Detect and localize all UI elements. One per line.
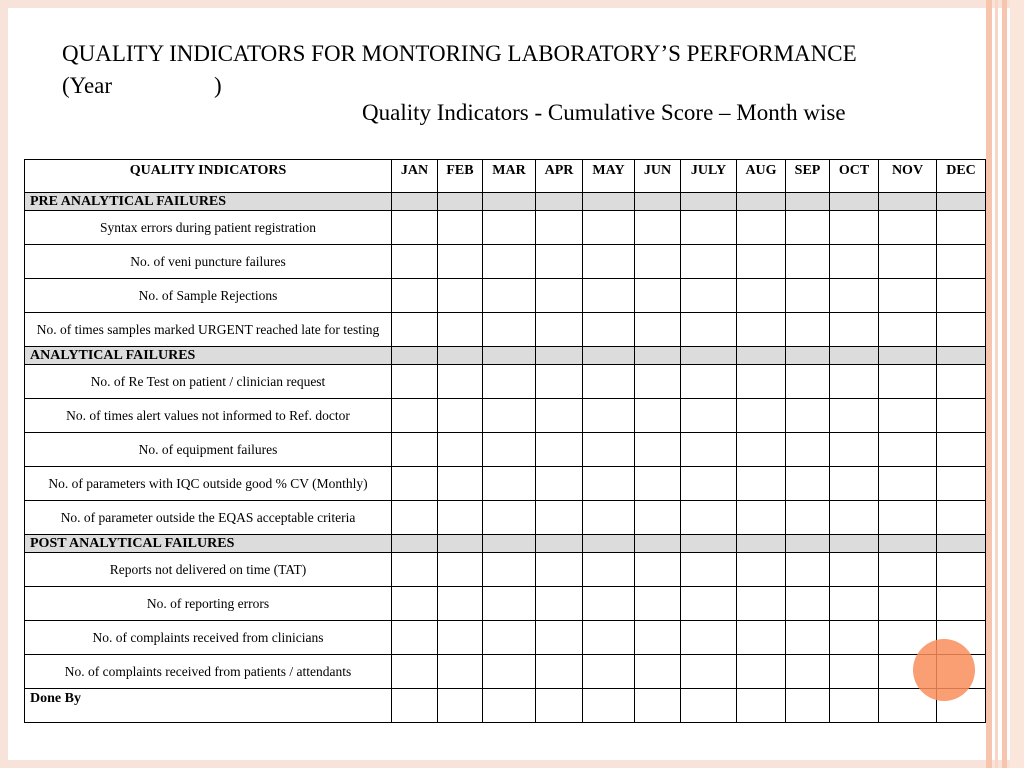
table-row <box>25 501 986 535</box>
indicator-cell-jun[interactable] <box>635 365 681 399</box>
section-cell-jan[interactable] <box>392 347 438 365</box>
indicator-cell-dec[interactable] <box>937 553 986 587</box>
indicator-cell-july[interactable] <box>681 655 737 689</box>
indicator-cell-jan[interactable] <box>392 655 438 689</box>
header-month-aug: AUG <box>737 160 786 193</box>
indicator-cell-feb[interactable] <box>438 501 483 535</box>
indicator-cell-may[interactable] <box>583 655 635 689</box>
indicator-cell-dec[interactable] <box>937 399 986 433</box>
indicator-cell-july[interactable] <box>681 467 737 501</box>
indicator-cell-dec[interactable] <box>937 245 986 279</box>
indicator-cell-mar[interactable] <box>483 655 536 689</box>
indicator-cell-nov[interactable] <box>879 587 937 621</box>
indicator-label: No. of complaints received from patients / attendants <box>25 655 392 689</box>
decorative-stripe <box>995 0 998 768</box>
indicator-cell-sep[interactable] <box>786 279 830 313</box>
done-by-cell-aug[interactable] <box>737 689 786 723</box>
indicator-cell-sep[interactable] <box>786 365 830 399</box>
section-cell-dec[interactable] <box>937 535 986 553</box>
indicator-cell-jun[interactable] <box>635 433 681 467</box>
indicator-cell-aug[interactable] <box>737 313 786 347</box>
indicator-cell-jun[interactable] <box>635 587 681 621</box>
indicator-label: No. of Re Test on patient / clinician request <box>25 365 392 399</box>
decorative-stripe <box>1002 0 1007 768</box>
indicator-cell-may[interactable] <box>583 279 635 313</box>
section-cell-apr[interactable] <box>536 347 583 365</box>
indicator-cell-aug[interactable] <box>737 399 786 433</box>
indicator-cell-nov[interactable] <box>879 501 937 535</box>
section-cell-mar[interactable] <box>483 193 536 211</box>
header-month-feb: FEB <box>438 160 483 193</box>
indicator-cell-mar[interactable] <box>483 245 536 279</box>
section-cell-aug[interactable] <box>737 193 786 211</box>
indicator-cell-may[interactable] <box>583 245 635 279</box>
indicator-cell-feb[interactable] <box>438 553 483 587</box>
indicator-cell-aug[interactable] <box>737 467 786 501</box>
indicator-cell-jan[interactable] <box>392 313 438 347</box>
indicator-cell-dec[interactable] <box>937 365 986 399</box>
indicator-cell-nov[interactable] <box>879 399 937 433</box>
table-row <box>25 553 986 587</box>
indicator-cell-dec[interactable] <box>937 433 986 467</box>
quality-indicators-table <box>24 159 986 723</box>
section-cell-dec[interactable] <box>937 347 986 365</box>
indicator-cell-sep[interactable] <box>786 501 830 535</box>
indicator-cell-july[interactable] <box>681 279 737 313</box>
indicator-cell-may[interactable] <box>583 399 635 433</box>
indicator-cell-jan[interactable] <box>392 365 438 399</box>
table-row <box>25 655 986 689</box>
indicator-cell-dec[interactable] <box>937 501 986 535</box>
done-by-cell-jan[interactable] <box>392 689 438 723</box>
indicator-cell-mar[interactable] <box>483 501 536 535</box>
indicator-cell-feb[interactable] <box>438 467 483 501</box>
done-by-cell-feb[interactable] <box>438 689 483 723</box>
indicator-label: No. of parameters with IQC outside good % CV (Monthly) <box>25 467 392 501</box>
section-cell-sep[interactable] <box>786 193 830 211</box>
indicator-cell-oct[interactable] <box>830 211 879 245</box>
table-body <box>25 193 986 723</box>
section-cell-mar[interactable] <box>483 347 536 365</box>
indicator-cell-aug[interactable] <box>737 501 786 535</box>
indicator-cell-may[interactable] <box>583 365 635 399</box>
indicator-cell-apr[interactable] <box>536 501 583 535</box>
title-line-1: QUALITY INDICATORS FOR MONTORING LABORATORY’S PERFORMANCE <box>62 41 857 66</box>
indicator-cell-oct[interactable] <box>830 501 879 535</box>
done-by-cell-apr[interactable] <box>536 689 583 723</box>
indicator-label: No. of reporting errors <box>25 587 392 621</box>
indicator-cell-feb[interactable] <box>438 365 483 399</box>
table-row <box>25 621 986 655</box>
done-by-cell-may[interactable] <box>583 689 635 723</box>
table-row <box>25 365 986 399</box>
header-month-nov: NOV <box>879 160 937 193</box>
header-month-jan: JAN <box>392 160 438 193</box>
indicator-cell-apr[interactable] <box>536 313 583 347</box>
table-row <box>25 587 986 621</box>
section-row <box>25 535 986 553</box>
section-cell-apr[interactable] <box>536 193 583 211</box>
done-by-cell-jun[interactable] <box>635 689 681 723</box>
section-cell-may[interactable] <box>583 193 635 211</box>
section-cell-aug[interactable] <box>737 347 786 365</box>
indicator-cell-apr[interactable] <box>536 621 583 655</box>
indicator-cell-oct[interactable] <box>830 621 879 655</box>
section-cell-jan[interactable] <box>392 535 438 553</box>
section-cell-jun[interactable] <box>635 193 681 211</box>
page-subtitle: Quality Indicators - Cumulative Score – Month wise <box>362 100 846 125</box>
indicator-cell-nov[interactable] <box>879 211 937 245</box>
indicator-cell-jan[interactable] <box>392 245 438 279</box>
section-cell-nov[interactable] <box>879 535 937 553</box>
indicator-cell-oct[interactable] <box>830 313 879 347</box>
indicator-cell-sep[interactable] <box>786 313 830 347</box>
table-row <box>25 467 986 501</box>
indicator-cell-jun[interactable] <box>635 467 681 501</box>
indicator-cell-sep[interactable] <box>786 621 830 655</box>
indicator-cell-jan[interactable] <box>392 553 438 587</box>
indicator-cell-jan[interactable] <box>392 399 438 433</box>
section-cell-nov[interactable] <box>879 193 937 211</box>
section-label: ANALYTICAL FAILURES <box>25 347 392 365</box>
indicator-cell-oct[interactable] <box>830 467 879 501</box>
indicator-cell-dec[interactable] <box>937 313 986 347</box>
indicator-cell-may[interactable] <box>583 313 635 347</box>
indicator-cell-may[interactable] <box>583 501 635 535</box>
section-cell-sep[interactable] <box>786 535 830 553</box>
indicator-cell-mar[interactable] <box>483 313 536 347</box>
table-row <box>25 245 986 279</box>
indicator-cell-sep[interactable] <box>786 553 830 587</box>
done-by-label: Done By <box>25 689 392 723</box>
header-month-july: JULY <box>681 160 737 193</box>
table-row <box>25 433 986 467</box>
indicator-cell-sep[interactable] <box>786 655 830 689</box>
header-month-mar: MAR <box>483 160 536 193</box>
indicator-cell-dec[interactable] <box>937 587 986 621</box>
indicator-cell-july[interactable] <box>681 433 737 467</box>
decorative-stripe <box>986 0 992 768</box>
section-cell-feb[interactable] <box>438 535 483 553</box>
section-cell-dec[interactable] <box>937 193 986 211</box>
indicator-cell-mar[interactable] <box>483 433 536 467</box>
indicator-cell-aug[interactable] <box>737 279 786 313</box>
indicator-cell-jun[interactable] <box>635 313 681 347</box>
indicator-cell-july[interactable] <box>681 313 737 347</box>
indicator-label: No. of complaints received from clinicians <box>25 621 392 655</box>
table-row <box>25 211 986 245</box>
indicator-cell-jun[interactable] <box>635 245 681 279</box>
indicator-cell-oct[interactable] <box>830 553 879 587</box>
indicator-cell-apr[interactable] <box>536 553 583 587</box>
indicator-cell-nov[interactable] <box>879 467 937 501</box>
indicator-cell-jan[interactable] <box>392 279 438 313</box>
indicator-cell-jun[interactable] <box>635 621 681 655</box>
indicator-cell-oct[interactable] <box>830 655 879 689</box>
section-cell-aug[interactable] <box>737 535 786 553</box>
indicator-label: No. of Sample Rejections <box>25 279 392 313</box>
indicator-cell-mar[interactable] <box>483 553 536 587</box>
indicator-cell-aug[interactable] <box>737 587 786 621</box>
indicator-cell-may[interactable] <box>583 621 635 655</box>
indicator-label: Syntax errors during patient registration <box>25 211 392 245</box>
decorative-circle <box>913 639 975 701</box>
section-label: PRE ANALYTICAL FAILURES <box>25 193 392 211</box>
indicator-cell-nov[interactable] <box>879 245 937 279</box>
section-row <box>25 347 986 365</box>
indicator-cell-aug[interactable] <box>737 553 786 587</box>
section-cell-jan[interactable] <box>392 193 438 211</box>
indicator-cell-jan[interactable] <box>392 433 438 467</box>
indicator-label: No. of veni puncture failures <box>25 245 392 279</box>
header-quality-indicators: QUALITY INDICATORS <box>25 160 392 193</box>
indicator-cell-july[interactable] <box>681 399 737 433</box>
indicator-cell-feb[interactable] <box>438 245 483 279</box>
indicator-cell-apr[interactable] <box>536 211 583 245</box>
section-cell-jun[interactable] <box>635 347 681 365</box>
indicator-cell-aug[interactable] <box>737 211 786 245</box>
indicator-cell-july[interactable] <box>681 365 737 399</box>
year-close: ) <box>214 73 222 98</box>
indicator-label: No. of times samples marked URGENT reached late for testing <box>25 313 392 347</box>
indicator-cell-may[interactable] <box>583 587 635 621</box>
indicator-cell-jan[interactable] <box>392 501 438 535</box>
indicator-cell-apr[interactable] <box>536 467 583 501</box>
indicator-cell-nov[interactable] <box>879 553 937 587</box>
indicator-cell-july[interactable] <box>681 245 737 279</box>
indicator-cell-july[interactable] <box>681 553 737 587</box>
indicator-cell-sep[interactable] <box>786 211 830 245</box>
indicator-cell-july[interactable] <box>681 621 737 655</box>
indicator-cell-aug[interactable] <box>737 621 786 655</box>
page-title <box>62 38 857 102</box>
indicator-label: No. of equipment failures <box>25 433 392 467</box>
indicator-cell-nov[interactable] <box>879 279 937 313</box>
indicator-cell-jan[interactable] <box>392 467 438 501</box>
indicator-cell-may[interactable] <box>583 211 635 245</box>
indicator-cell-sep[interactable] <box>786 467 830 501</box>
section-cell-feb[interactable] <box>438 347 483 365</box>
indicator-cell-aug[interactable] <box>737 245 786 279</box>
indicator-cell-nov[interactable] <box>879 365 937 399</box>
section-cell-july[interactable] <box>681 535 737 553</box>
indicator-cell-jun[interactable] <box>635 399 681 433</box>
indicator-cell-aug[interactable] <box>737 655 786 689</box>
indicator-cell-july[interactable] <box>681 587 737 621</box>
done-by-cell-july[interactable] <box>681 689 737 723</box>
decorative-stripe <box>1010 0 1024 768</box>
indicator-cell-apr[interactable] <box>536 587 583 621</box>
indicator-cell-feb[interactable] <box>438 587 483 621</box>
section-cell-may[interactable] <box>583 535 635 553</box>
table-row <box>25 279 986 313</box>
indicator-cell-apr[interactable] <box>536 245 583 279</box>
indicator-cell-may[interactable] <box>583 433 635 467</box>
indicator-cell-oct[interactable] <box>830 399 879 433</box>
header-month-oct: OCT <box>830 160 879 193</box>
indicator-cell-feb[interactable] <box>438 655 483 689</box>
indicator-cell-sep[interactable] <box>786 245 830 279</box>
table-row <box>25 399 986 433</box>
header-month-sep: SEP <box>786 160 830 193</box>
indicator-cell-sep[interactable] <box>786 399 830 433</box>
indicator-cell-oct[interactable] <box>830 433 879 467</box>
indicator-cell-oct[interactable] <box>830 279 879 313</box>
indicator-cell-apr[interactable] <box>536 365 583 399</box>
indicator-cell-jun[interactable] <box>635 501 681 535</box>
section-cell-oct[interactable] <box>830 347 879 365</box>
indicator-label: No. of parameter outside the EQAS acceptable criteria <box>25 501 392 535</box>
section-cell-july[interactable] <box>681 347 737 365</box>
indicator-cell-dec[interactable] <box>937 211 986 245</box>
indicator-cell-mar[interactable] <box>483 587 536 621</box>
table-row <box>25 313 986 347</box>
indicator-cell-mar[interactable] <box>483 365 536 399</box>
section-cell-nov[interactable] <box>879 347 937 365</box>
section-cell-july[interactable] <box>681 193 737 211</box>
table-header-row <box>25 160 986 193</box>
indicator-cell-july[interactable] <box>681 501 737 535</box>
done-by-row <box>25 689 986 723</box>
indicator-cell-may[interactable] <box>583 553 635 587</box>
indicator-cell-apr[interactable] <box>536 433 583 467</box>
indicator-cell-aug[interactable] <box>737 365 786 399</box>
indicator-cell-feb[interactable] <box>438 433 483 467</box>
section-cell-may[interactable] <box>583 347 635 365</box>
indicator-cell-jun[interactable] <box>635 211 681 245</box>
header-month-jun: JUN <box>635 160 681 193</box>
indicator-cell-jan[interactable] <box>392 621 438 655</box>
indicator-cell-feb[interactable] <box>438 279 483 313</box>
indicator-cell-apr[interactable] <box>536 279 583 313</box>
indicator-cell-feb[interactable] <box>438 399 483 433</box>
indicator-label: Reports not delivered on time (TAT) <box>25 553 392 587</box>
section-cell-oct[interactable] <box>830 193 879 211</box>
indicator-label: No. of times alert values not informed to Ref. doctor <box>25 399 392 433</box>
title-year-line <box>62 70 857 102</box>
section-cell-apr[interactable] <box>536 535 583 553</box>
done-by-cell-sep[interactable] <box>786 689 830 723</box>
year-open: (Year <box>62 73 113 98</box>
done-by-cell-oct[interactable] <box>830 689 879 723</box>
section-cell-jun[interactable] <box>635 535 681 553</box>
indicator-cell-oct[interactable] <box>830 587 879 621</box>
indicator-cell-apr[interactable] <box>536 399 583 433</box>
section-cell-oct[interactable] <box>830 535 879 553</box>
indicator-cell-dec[interactable] <box>937 467 986 501</box>
indicator-cell-nov[interactable] <box>879 313 937 347</box>
indicator-cell-jun[interactable] <box>635 553 681 587</box>
section-cell-feb[interactable] <box>438 193 483 211</box>
indicator-cell-aug[interactable] <box>737 433 786 467</box>
header-month-dec: DEC <box>937 160 986 193</box>
section-label: POST ANALYTICAL FAILURES <box>25 535 392 553</box>
indicator-cell-oct[interactable] <box>830 245 879 279</box>
header-month-may: MAY <box>583 160 635 193</box>
indicator-cell-jun[interactable] <box>635 655 681 689</box>
indicator-cell-may[interactable] <box>583 467 635 501</box>
indicator-cell-sep[interactable] <box>786 433 830 467</box>
indicator-cell-feb[interactable] <box>438 313 483 347</box>
indicator-cell-mar[interactable] <box>483 467 536 501</box>
indicator-cell-nov[interactable] <box>879 433 937 467</box>
indicator-cell-mar[interactable] <box>483 211 536 245</box>
indicator-cell-mar[interactable] <box>483 279 536 313</box>
indicator-cell-sep[interactable] <box>786 587 830 621</box>
indicator-cell-feb[interactable] <box>438 621 483 655</box>
indicator-cell-apr[interactable] <box>536 655 583 689</box>
indicator-cell-july[interactable] <box>681 211 737 245</box>
indicator-cell-feb[interactable] <box>438 211 483 245</box>
indicator-cell-jun[interactable] <box>635 279 681 313</box>
indicator-cell-oct[interactable] <box>830 365 879 399</box>
indicator-cell-mar[interactable] <box>483 621 536 655</box>
section-row <box>25 193 986 211</box>
indicator-cell-jan[interactable] <box>392 587 438 621</box>
indicator-cell-dec[interactable] <box>937 279 986 313</box>
indicator-cell-jan[interactable] <box>392 211 438 245</box>
section-cell-mar[interactable] <box>483 535 536 553</box>
section-cell-sep[interactable] <box>786 347 830 365</box>
header-month-apr: APR <box>536 160 583 193</box>
done-by-cell-mar[interactable] <box>483 689 536 723</box>
indicator-cell-mar[interactable] <box>483 399 536 433</box>
